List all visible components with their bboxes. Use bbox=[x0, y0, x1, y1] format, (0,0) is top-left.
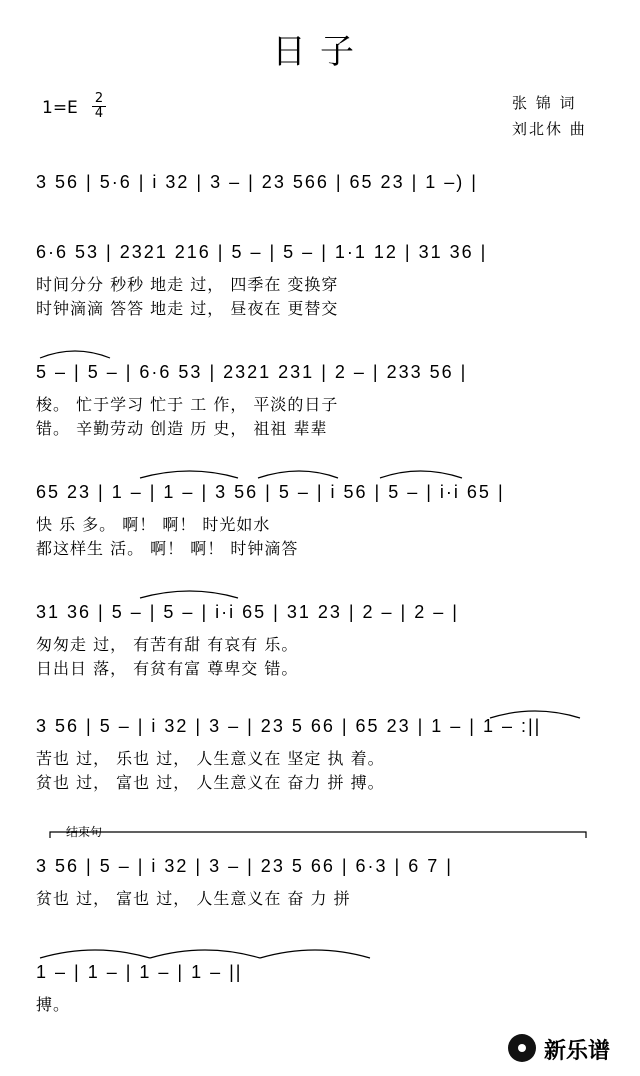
lyric-line: 错。 辛勤劳动 创造 历 史， 祖祖 辈辈 bbox=[36, 419, 328, 438]
tie bbox=[140, 471, 238, 478]
logo-disc-icon bbox=[508, 1034, 536, 1062]
notation-row: 3 56 | 5 – | i 32 | 3 – | 23 5 66 | 65 23 | 1 – | 1 – :|| bbox=[36, 716, 542, 736]
notation-row: 5 – | 5 – | 6·6 53 | 2321 231 | 2 – | 233 56 | bbox=[36, 362, 468, 382]
lyricist-credit: 张 锦 词 bbox=[512, 94, 577, 112]
notation-row: 6·6 53 | 2321 216 | 5 – | 5 – | 1·1 12 | 31 36 | bbox=[36, 242, 488, 262]
tie bbox=[260, 950, 370, 958]
lyric-line: 日出日 落， 有贫有富 尊卑交 错。 bbox=[36, 659, 299, 678]
tie bbox=[490, 711, 580, 718]
tie bbox=[40, 351, 110, 358]
tie bbox=[150, 950, 260, 958]
tie bbox=[380, 471, 462, 478]
lyric-line: 时钟滴滴 答答 地走 过， 昼夜在 更替交 bbox=[36, 299, 339, 318]
key-signature: 1=E bbox=[42, 98, 78, 118]
notation-row: 65 23 | 1 – | 1 – | 3 56 | 5 – | i 56 | 5 – | i·i 65 | bbox=[36, 482, 505, 502]
tie bbox=[140, 591, 238, 598]
notation-row: 31 36 | 5 – | 5 – | i·i 65 | 31 23 | 2 – | 2 – | bbox=[36, 602, 459, 622]
tie bbox=[258, 471, 338, 478]
time-signature-denominator: 4 bbox=[92, 106, 106, 121]
lyric-line: 快 乐 多。 啊！ 啊！ 时光如水 bbox=[36, 515, 271, 534]
tie bbox=[40, 950, 150, 958]
notation-row: 1 – | 1 – | 1 – | 1 – || bbox=[36, 962, 243, 982]
time-signature-numerator: 2 bbox=[94, 91, 104, 106]
ending-label: 结束句 bbox=[66, 825, 103, 839]
lyric-line: 搏。 bbox=[36, 995, 71, 1014]
lyric-line: 时间分分 秒秒 地走 过， 四季在 变换穿 bbox=[36, 275, 339, 294]
notation-row: 3 56 | 5 – | i 32 | 3 – | 23 5 66 | 6·3 | 6 7 | bbox=[36, 856, 453, 876]
lyric-line: 匆匆走 过， 有苦有甜 有哀有 乐。 bbox=[36, 635, 299, 654]
site-logo: 新乐谱 bbox=[544, 1039, 611, 1064]
lyric-line: 贫也 过， 富也 过， 人生意义在 奋 力 拼 bbox=[36, 889, 351, 908]
lyric-line: 贫也 过， 富也 过， 人生意义在 奋力 拼 搏。 bbox=[36, 773, 385, 792]
lyric-line: 都这样生 活。 啊！ 啊！ 时钟滴答 bbox=[36, 539, 299, 558]
lyric-line: 苦也 过， 乐也 过， 人生意义在 坚定 执 着。 bbox=[36, 749, 385, 768]
song-title: 日子 bbox=[272, 32, 368, 72]
ending-bracket bbox=[50, 832, 586, 838]
notation-row: 3 56 | 5·6 | i 32 | 3 – | 23 566 | 65 23 | 1 –) | bbox=[36, 172, 478, 192]
composer-credit: 刘北休 曲 bbox=[512, 120, 587, 138]
lyric-line: 梭。 忙于学习 忙于 工 作， 平淡的日子 bbox=[36, 395, 339, 414]
